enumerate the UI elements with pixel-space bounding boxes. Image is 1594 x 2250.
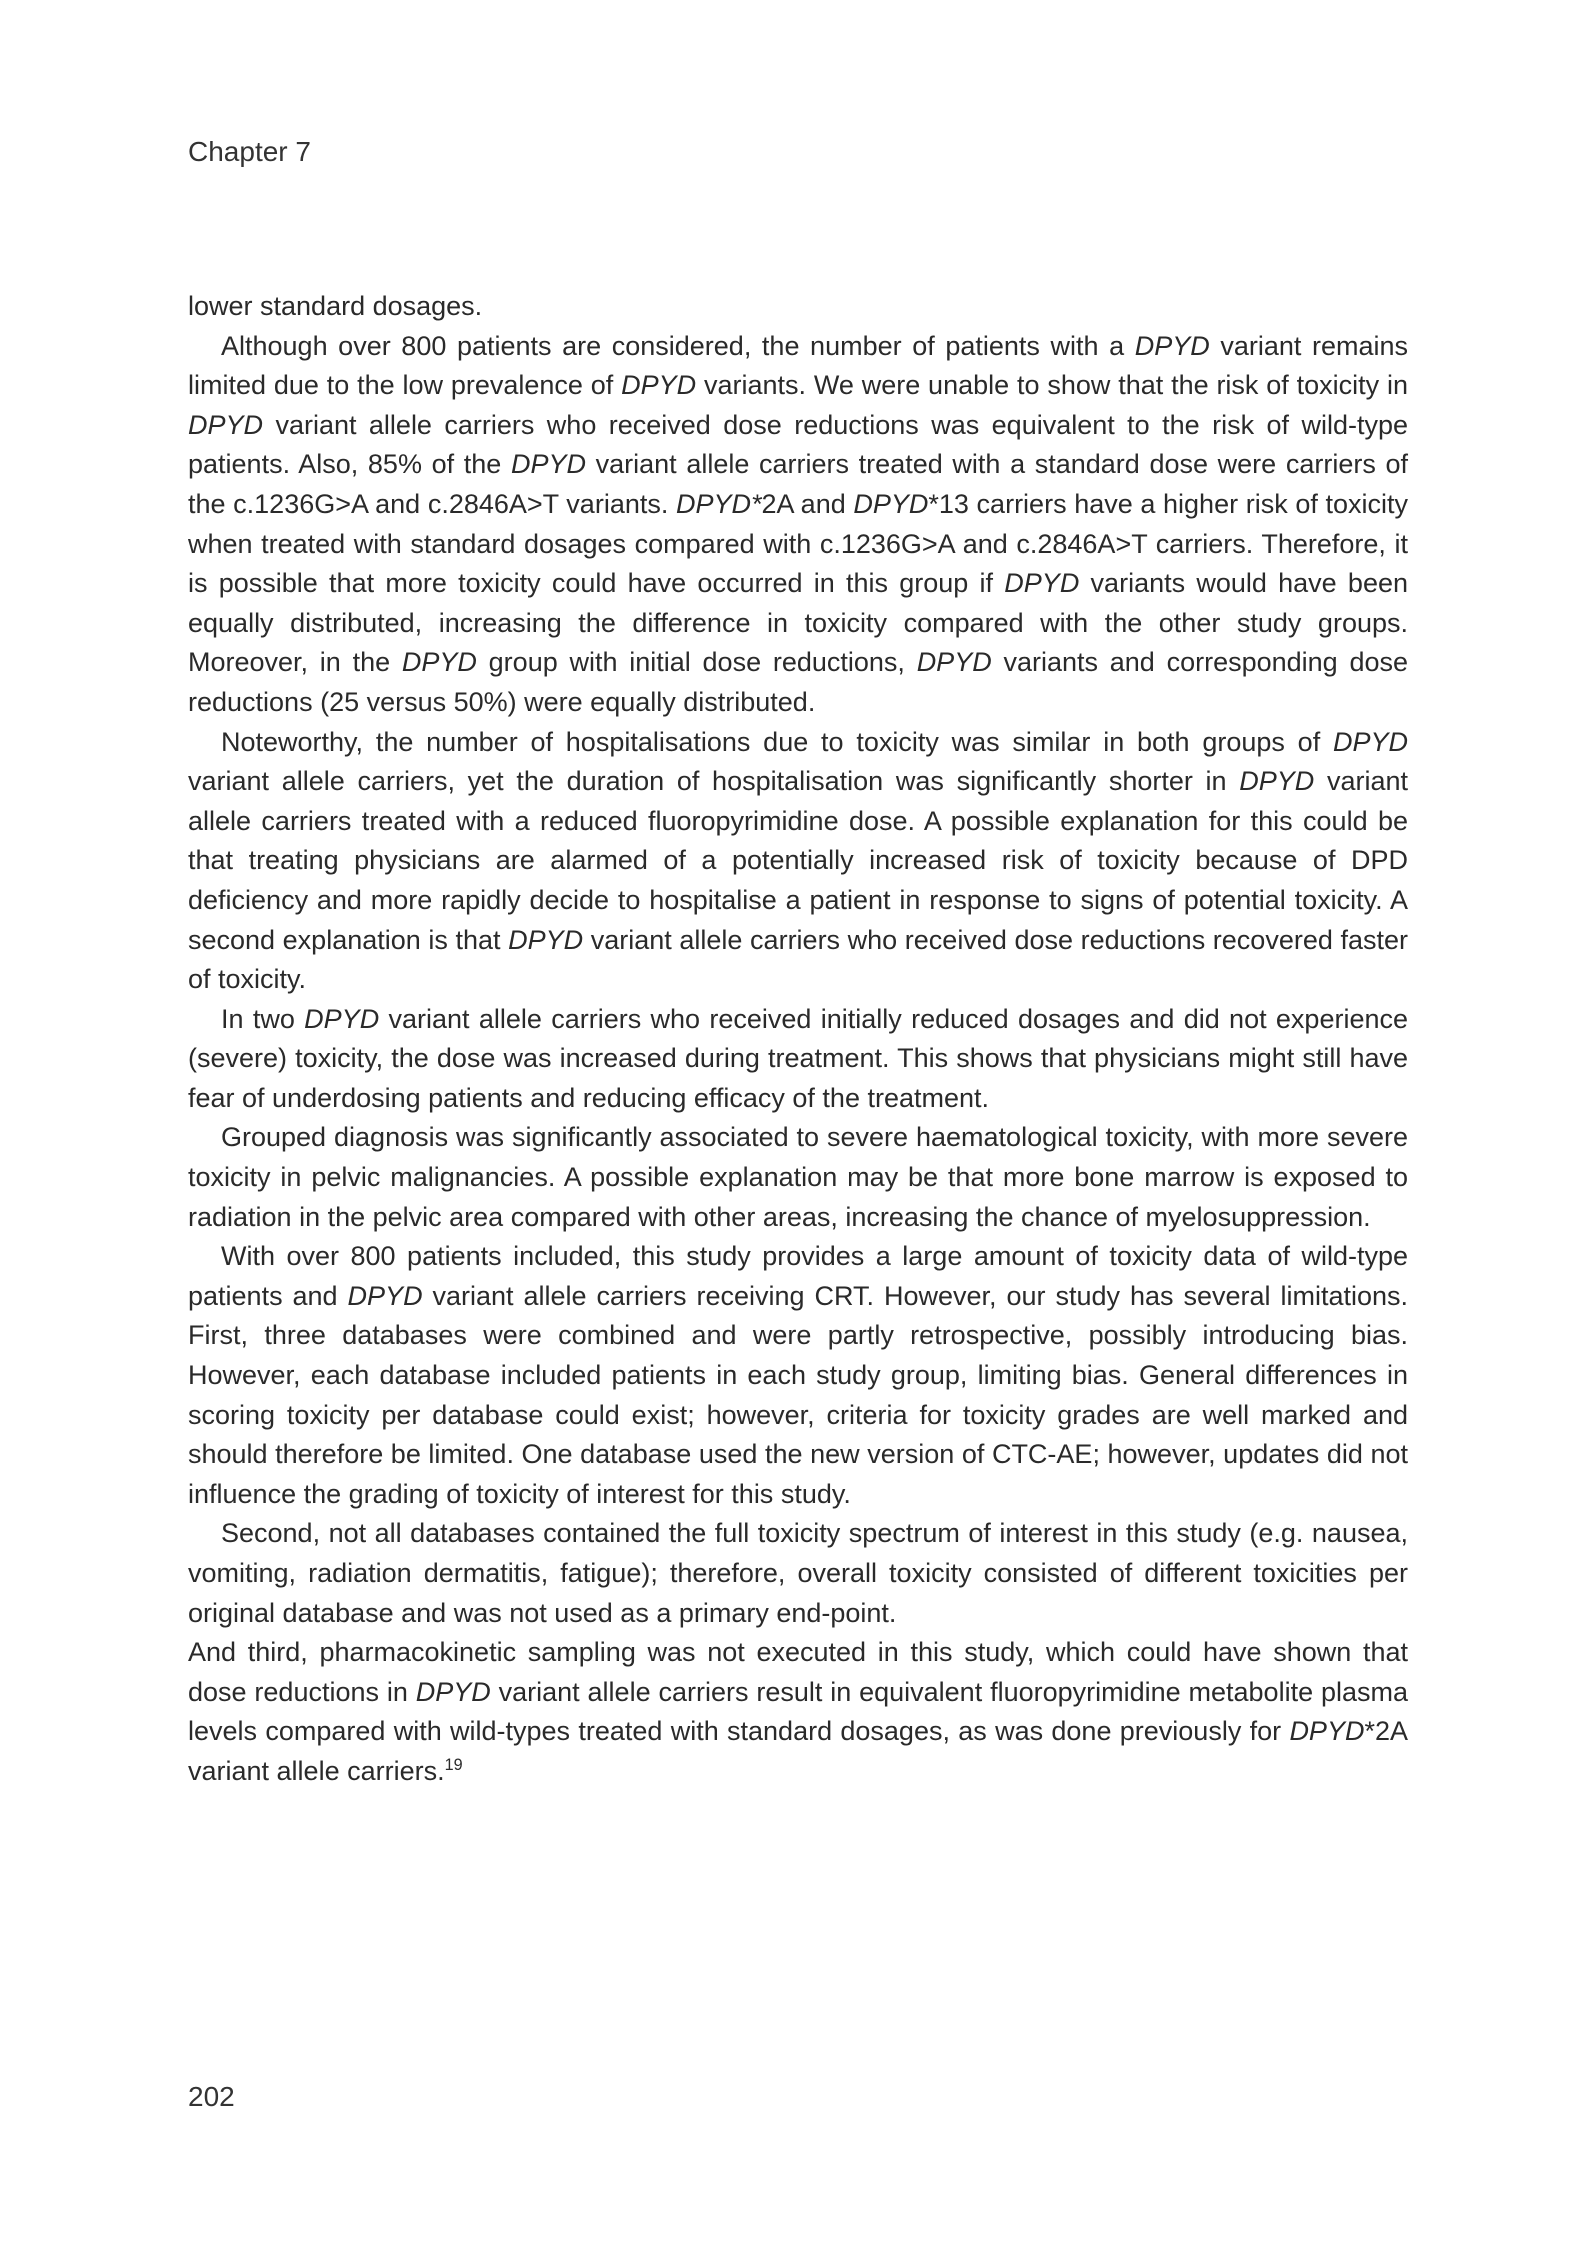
text-run: In two [221, 1003, 305, 1034]
gene-name: DPYD [347, 1280, 423, 1311]
citation-ref: 19 [444, 1755, 463, 1774]
paragraph-4 [188, 1000, 1408, 1119]
paragraph-5 [188, 1118, 1408, 1237]
text-run: variant allele carriers who received dose reductions recovered faster of toxicity. [188, 924, 1408, 995]
text-run: Grouped diagnosis was significantly associated to severe haematological toxicity, with more severe toxicity in pelvic malignancies. A possible explanation may be that more bone marrow is exposed to radiation in the pelvic area compared with other areas, increasing the chance of myelosuppression. [188, 1122, 1408, 1232]
gene-name: DPYD [1289, 1716, 1365, 1747]
text-run: Noteworthy, the number of hospitalisations due to toxicity was similar in both groups of [221, 726, 1333, 757]
paragraph-2 [188, 327, 1408, 723]
gene-name: DPYD [621, 370, 697, 401]
text-run: variant allele carriers receiving CRT. However, our study has several limitations. First, three databases were combined and were partly retrospective, possibly introducing bias. However, each database included patients in each study group, limiting bias. General differences in scoring toxicity per database could exist; however, criteria for toxicity grades are well marked and should therefore be limited. One database used the new version of CTC-AE; however, updates did not influence the grading of toxicity of interest for this study. [188, 1280, 1408, 1509]
text-run: group with initial dose reductions, [476, 647, 917, 678]
running-header: Chapter 7 [188, 136, 311, 167]
text-run: variants would have been equally distributed, increasing the difference in toxicity compared with the other study groups. Moreover, in the [188, 568, 1408, 678]
text-run: variant allele carriers treated with a standard dose were carriers of the c.1236G>A and c.2846A>T variants. [188, 449, 1409, 519]
gene-name: DPYD [1239, 766, 1315, 797]
gene-name: DPYD [1134, 330, 1210, 361]
text-run: variant remains limited due to the low prevalence of [188, 330, 1408, 401]
gene-name: DPYD [916, 647, 992, 678]
paragraph-8 [188, 1633, 1408, 1791]
gene-name: DPYD [510, 449, 586, 480]
text-run: variant allele carriers treated with a reduced fluoropyrimidine dose. A possible explanation for this could be that treating physicians are alarmed of a potentially increased risk of toxicity because of DPD deficiency and more rapidly decide to hospitalise a patient in response to signs of potential toxicity. A second explanation is that [188, 766, 1408, 955]
text-run: *2A variant allele carriers. [188, 1716, 1408, 1786]
text-run: Second, not all databases contained the full toxicity spectrum of interest in this study (e.g. nausea, vomiting, radiation dermatitis, fatigue); therefore, overall toxicity consisted of different toxicities per original database and was not used as a primary end-point. [188, 1518, 1408, 1628]
body-text [188, 287, 1408, 1792]
gene-name: DPYD [508, 924, 584, 955]
text-run: variants and corresponding dose reductions (25 versus 50%) were equally distributed. [188, 647, 1408, 717]
text-run: With over 800 patients included, this study provides a large amount of toxicity data of wild-type patients and [188, 1241, 1408, 1311]
paragraph-3 [188, 723, 1408, 1000]
text-run: *13 carriers have a higher risk of toxicity when treated with standard dosages compared with c.1236G>A and c.2846A>T carriers. Therefore, it is possible that more toxicity could have occurred in this group if [188, 488, 1408, 599]
text-run: lower standard dosages. [188, 291, 483, 321]
text-run: variants. We were unable to show that the risk of toxicity in [696, 370, 1408, 401]
gene-name: DPYD [1004, 568, 1080, 599]
gene-name: DPYD* [675, 488, 762, 519]
gene-name: DPYD [1332, 726, 1408, 757]
text-run: And third, pharmacokinetic sampling was not executed in this study, which could have shown that dose reductions in [188, 1637, 1408, 1707]
text-run: variant allele carriers result in equivalent fluoropyrimidine metabolite plasma levels compared with wild-types treated with standard dosages, as was done previously for [188, 1676, 1408, 1747]
gene-name: DPYD [188, 409, 264, 440]
paragraph-6 [188, 1237, 1408, 1514]
text-run: variant allele carriers, yet the duration of hospitalisation was significantly shorter in [188, 766, 1240, 797]
paragraph-7 [188, 1514, 1408, 1633]
text-run: 2A and [761, 488, 854, 519]
gene-name: DPYD [304, 1003, 380, 1034]
paragraph-1 [188, 287, 1408, 327]
gene-name: DPYD [415, 1676, 491, 1707]
text-run: Although over 800 patients are considered, the number of patients with a [221, 330, 1135, 361]
text-run: variant allele carriers who received initially reduced dosages and did not experience (severe) toxicity, the dose was increased during treatment. This shows that physicians might still have fear of underdosing patients and reducing efficacy of the treatment. [188, 1003, 1408, 1113]
gene-name: DPYD [401, 647, 477, 678]
text-run: variant allele carriers who received dose reductions was equivalent to the risk of wild-type patients. Also, 85% of the [188, 409, 1408, 480]
gene-name: DPYD [853, 488, 929, 519]
page-number: 202 [188, 2081, 235, 2112]
